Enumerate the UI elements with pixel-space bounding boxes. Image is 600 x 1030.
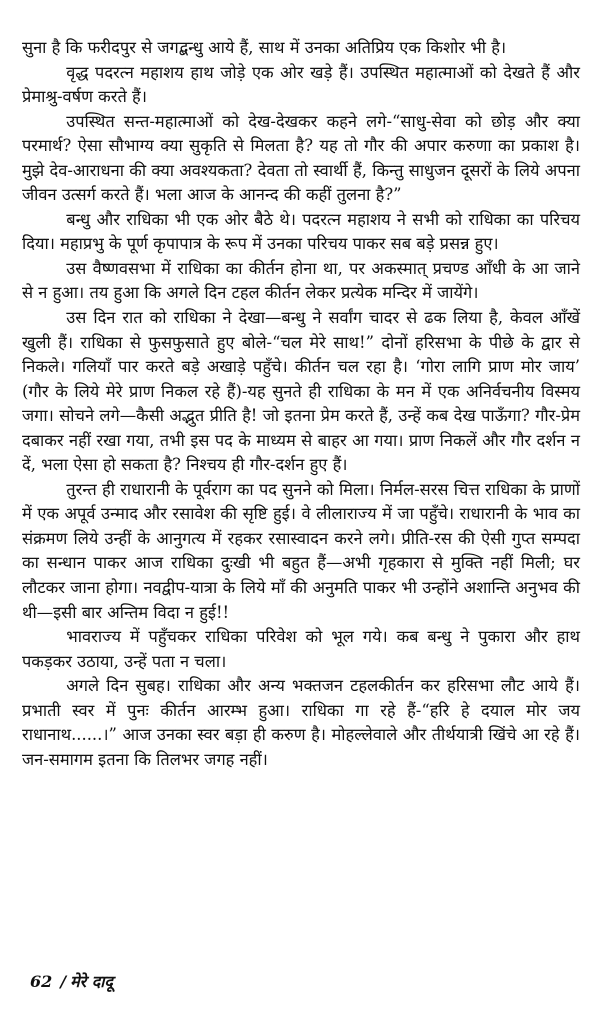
- paragraph: सुना है कि फरीदपुर से जगद्बन्धु आये हैं, साथ में उनका अतिप्रिय एक किशोर भी है।: [22, 38, 507, 57]
- paragraph: उपस्थित सन्त-महात्माओं को देख-देखकर कहने लगे-“साधु-सेवा को छोड़ और क्या परमार्थ? ऐसा सौभाग्य क्या सुकृति से मिलता है? यह तो गौर की अपार करुणा का प्रकाश है। मुझे देव-आराधना की क्या अवश्यकता? देवता तो स्वार्थी हैं, किन्तु साधुजन दूसरों के लिये अपना जीवन उत्सर्ग करते हैं। भला आज के आनन्द की कहीं तुलना है?”: [22, 111, 580, 205]
- paragraph: उस वैष्णवसभा में राधिका का कीर्तन होना था, पर अकस्मात् प्रचण्ड आँधी के आ जाने से न हुआ। तय हुआ कि अगले दिन टहल कीर्तन लेकर प्रत्येक मन्दिर में जायेंगे।: [22, 258, 580, 303]
- paragraph: अगले दिन सुबह। राधिका और अन्य भक्तजन टहलकीर्तन कर हरिसभा लौट आये हैं। प्रभाती स्वर में पुनः कीर्तन आरम्भ हुआ। राधिका गा रहे हैं-“हरि हे दयाल मोर जय राधानाथ......।” आज उनका स्वर बड़ा ही करुण है। मोहल्लेवाले और तीर्थयात्री खिंचे आ रहे हैं। जन-समागम इतना कि तिलभर जगह नहीं।: [22, 676, 580, 769]
- paragraph: तुरन्त ही राधारानी के पूर्वराग का पद सुनने को मिला। निर्मल-सरस चित्त राधिका के प्राणों में एक अपूर्व उन्माद और रसावेश की सृष्टि हुई। वे लीलाराज्य में जा पहुँचे। राधारानी के भाव का संक्रमण लिये उन्हीं के आनुगत्य में रहकर रसास्वादन करने लगे। प्रीति-रस की ऐसी गुप्त सम्पदा का सन्धान पाकर आज राधिका दुःखी भी बहुत हैं—अभी गृहकारा से मुक्ति नहीं मिली; घर लौटकर जाना होगा। नवद्वीप-यात्रा के लिये माँ की अनुमति पाकर भी उन्होंने अशान्ति अनुभव की थी—इसी बार अन्तिम विदा न हुई!!: [22, 479, 580, 622]
- paragraph: बन्धु और राधिका भी एक ओर बैठे थे। पदरत्न महाशय ने सभी को राधिका का परिचय दिया। महाप्रभु के पूर्ण कृपापात्र के रूप में उनका परिचय पाकर सब बड़े प्रसन्न हुए।: [22, 209, 580, 254]
- page-footer: [30, 970, 113, 992]
- page-number: 62: [30, 972, 53, 991]
- paragraph: उस दिन रात को राधिका ने देखा—बन्धु ने सर्वांग चादर से ढक लिया है, केवल आँखें खुली हैं। राधिका से फुसफुसाते हुए बोले-“चल मेरे साथ!” दोनों हरिसभा के पीछे के द्वार से निकले। गलियाँ पार करते बड़े अखाड़े पहुँचे। कीर्तन चल रहा है। ‘गोरा लागि प्राण मोर जाय’ (गौर के लिये मेरे प्राण निकल रहे हैं)-यह सुनते ही राधिका के मन में एक अनिर्वचनीय विस्मय जगा। सोचने लगे—कैसी अद्भुत प्रीति है! जो इतना प्रेम करते हैं, उन्हें कब देख पाऊँगा? गौर-प्रेम दबाकर नहीं रखा गया, तभी इस पद के माध्यम से बाहर आ गया। प्राण निकलें और गौर दर्शन न दें, भला ऐसा हो सकता है? निश्चय ही गौर-दर्शन हुए हैं।: [22, 308, 580, 475]
- paragraph: भावराज्य में पहुँचकर राधिका परिवेश को भूल गये। कब बन्धु ने पुकारा और हाथ पकड़कर उठाया, उन्हें पता न चला।: [22, 627, 580, 671]
- book-title: मेरे दादू: [70, 972, 113, 991]
- footer-separator: /: [60, 972, 67, 991]
- paragraph: वृद्ध पदरत्न महाशय हाथ जोड़े एक ओर खड़े हैं। उपस्थित महात्माओं को देखते हैं और प्रेमाश्रु-वर्षण करते हैं।: [22, 62, 580, 107]
